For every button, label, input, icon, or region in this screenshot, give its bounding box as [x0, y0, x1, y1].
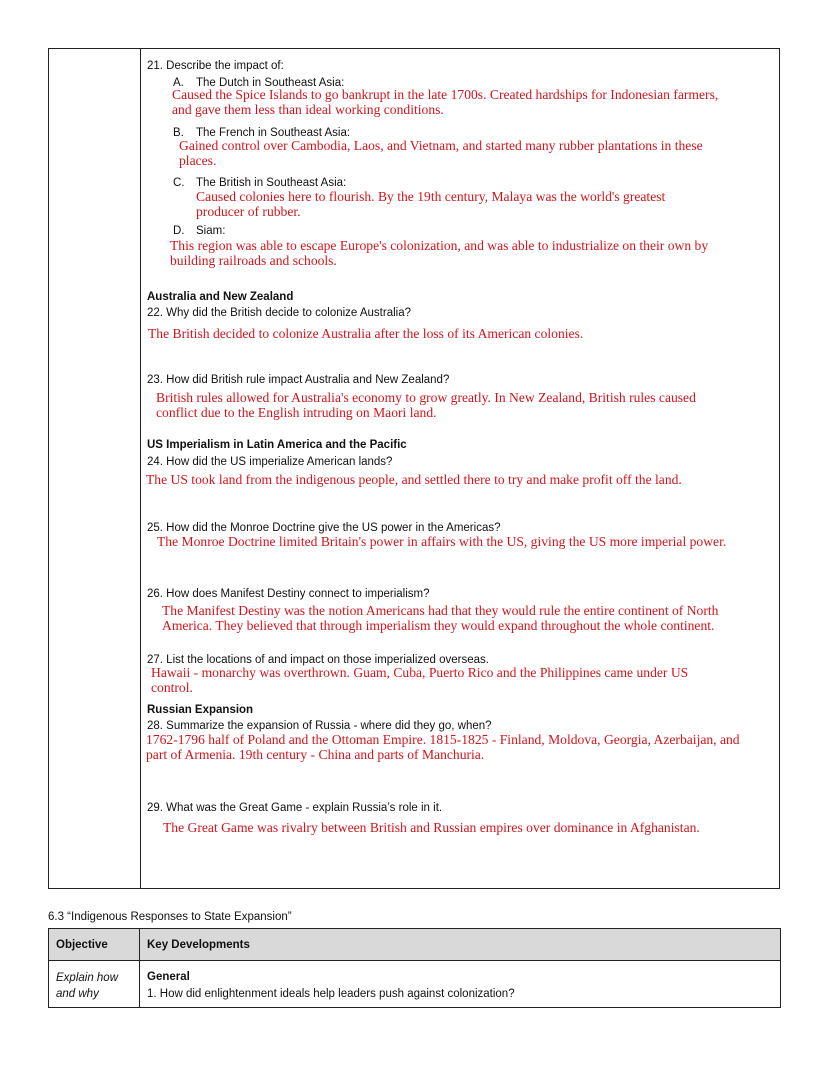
q21-c-label: C. — [173, 177, 185, 189]
heading-russian-expansion: Russian Expansion — [147, 704, 254, 716]
q21-b-text: The French in Southeast Asia: — [196, 127, 351, 139]
answer-23: British rules allowed for Australia's economy to grow greatly. In New Zealand, British rules caused conflict due to the English intruding on Maori land. — [156, 390, 696, 420]
question-1: 1. How did enlightenment ideals help leaders push against colonization? — [147, 988, 515, 1000]
question-24: 24. How did the US imperialize American lands? — [147, 456, 393, 468]
q21-d-text: Siam: — [196, 225, 226, 237]
heading-australia: Australia and New Zealand — [147, 291, 294, 303]
answer-21a: Caused the Spice Islands to go bankrupt in the late 1700s. Created hardships for Indonesian farmers, and gave them less than ideal working conditions. — [172, 87, 719, 117]
header-objective: Objective — [56, 939, 108, 951]
answer-25: The Monroe Doctrine limited Britain's power in affairs with the US, giving the US more imperial power. — [157, 534, 727, 549]
answer-22: The British decided to colonize Australia after the loss of its American colonies. — [148, 326, 584, 341]
answer-29: The Great Game was rivalry between British and Russian empires over dominance in Afghanistan. — [163, 820, 700, 835]
q21-a-label: A. — [173, 77, 184, 89]
question-22: 22. Why did the British decide to colonize Australia? — [147, 307, 412, 319]
question-23: 23. How did British rule impact Australia and New Zealand? — [147, 374, 450, 386]
objective-text: Explain how and why — [56, 972, 119, 1000]
q21-d-label: D. — [173, 225, 185, 237]
column-divider — [139, 929, 140, 1007]
heading-us-imperialism: US Imperialism in Latin America and the Pacific — [147, 439, 407, 451]
section-caption: 6.3 “Indigenous Responses to State Expansion” — [48, 911, 292, 923]
question-21: 21. Describe the impact of: — [147, 60, 284, 72]
answer-28: 1762-1796 half of Poland and the Ottoman Empire. 1815-1825 - Finland, Moldova, Georgia, Azerbaijan, and part of Armenia. 19th century - China and parts of Manchuria. — [146, 732, 740, 762]
column-divider — [140, 49, 141, 888]
answer-21d: This region was able to escape Europe's colonization, and was able to industrialize on their own by building railroads and schools. — [170, 238, 709, 268]
question-25: 25. How did the Monroe Doctrine give the US power in the Americas? — [147, 522, 501, 534]
question-29: 29. What was the Great Game - explain Russia’s role in it. — [147, 802, 443, 814]
q21-c-text: The British in Southeast Asia: — [196, 177, 347, 189]
heading-general: General — [147, 971, 190, 983]
question-28: 28. Summarize the expansion of Russia - where did they go, when? — [147, 720, 492, 732]
header-key-developments: Key Developments — [147, 939, 250, 951]
answer-26: The Manifest Destiny was the notion Americans had that they would rule the entire continent of North America. They believed that through imperialism they would expand throughout the whole continent. — [162, 603, 719, 633]
q21-b-label: B. — [173, 127, 184, 139]
q21-a-text: The Dutch in Southeast Asia: — [196, 77, 345, 89]
answer-27: Hawaii - monarchy was overthrown. Guam, Cuba, Puerto Rico and the Philippines came under US control. — [151, 665, 689, 695]
question-26: 26. How does Manifest Destiny connect to imperialism? — [147, 588, 430, 600]
answer-21c: Caused colonies here to flourish. By the 19th century, Malaya was the world's greatest producer of rubber. — [196, 189, 666, 219]
answer-24: The US took land from the indigenous people, and settled there to try and make profit off the land. — [146, 472, 682, 487]
question-27: 27. List the locations of and impact on those imperialized overseas. — [147, 654, 489, 666]
answer-21b: Gained control over Cambodia, Laos, and Vietnam, and started many rubber plantations in these places. — [179, 138, 703, 168]
